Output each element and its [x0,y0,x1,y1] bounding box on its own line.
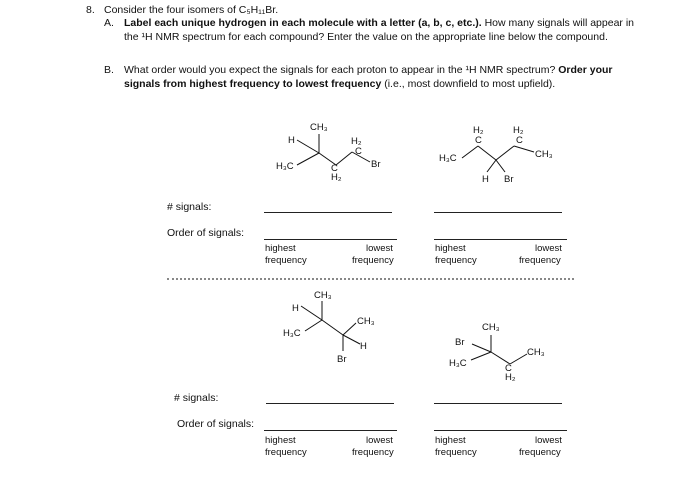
m3-bond [305,320,322,331]
m4-h3c: H₃C [449,358,467,369]
row1-right-frequency-hi: frequency [435,255,477,266]
part-a-line2: the ¹H NMR spectrum for each compound? Enter the value on the appropriate line below the compound. [124,31,608,43]
part-b-bold2: signals from highest frequency to lowest frequency [124,78,382,90]
m1-ca: C [355,146,362,157]
m1-bond [297,140,319,153]
part-b-bold1: Order your [558,64,613,76]
part-b-plain: What order would you expect the signals for each proton to appear in the ¹H NMR spectrum? [124,64,559,76]
m2-bond [462,146,478,158]
question-number: 8. [86,4,95,16]
m4-c: C [505,363,512,374]
m2-h: H [482,174,489,185]
row2-left-frequency-lo: frequency [352,447,394,458]
part-a-letter: A. [104,17,114,29]
question-prompt: Consider the four isomers of C₅H₁₁Br. [104,4,279,16]
m2-h2a: H₂ [473,125,484,136]
row2-order-label: Order of signals: [177,418,255,430]
row2-left-frequency-hi: frequency [265,447,307,458]
row2-right-highest: highest [435,435,466,446]
row1-order-line-right[interactable] [434,239,567,240]
m2-cb: C [516,135,523,146]
m1-bond [336,152,352,165]
row1-left-lowest: lowest [366,243,393,254]
m4-ch3: CH₃ [527,347,545,358]
row1-right-highest: highest [435,243,466,254]
row1-order-line-left[interactable] [264,239,397,240]
part-b-plain2: (i.e., most downfield to most upfield). [381,78,556,90]
m2-bond [487,160,496,172]
row2-right-frequency-hi: frequency [435,447,477,458]
row2-order-line-left[interactable] [264,430,397,431]
row2-left-lowest: lowest [366,435,393,446]
m1-bond [297,153,319,165]
m4-bond [471,352,491,360]
m4-ch3top: CH₃ [482,322,500,333]
m2-bond [496,146,514,160]
m4-br: Br [455,337,465,348]
m3-hr: H [360,341,367,352]
row1-left-frequency-lo: frequency [352,255,394,266]
row2-right-frequency-lo: frequency [519,447,561,458]
m4-bond [510,354,527,364]
row1-order-label: Order of signals: [167,227,245,239]
section-divider [167,278,574,280]
m3-h: H [292,303,299,314]
m2-h3c: H₃C [439,153,457,164]
row2-signals-label: # signals: [174,392,219,404]
m2-ca: C [475,135,482,146]
row1-left-highest: highest [265,243,296,254]
m4-bond [472,344,491,352]
m3-bond [322,320,343,335]
row2-order-line-right[interactable] [434,430,567,431]
m3-ch3: CH₃ [357,316,375,327]
m2-bond [478,146,496,160]
row2-signals-line-left[interactable] [266,403,394,404]
row1-right-frequency-lo: frequency [519,255,561,266]
m4-h2: H₂ [505,372,516,383]
row2-left-highest: highest [265,435,296,446]
m2-h2b: H₂ [513,125,524,136]
part-b-letter: B. [104,64,114,76]
part-a-bold: Label each unique hydrogen in each molecule with a letter (a, b, c, etc.). [124,17,482,29]
m1-h3c: H₃C [276,161,294,172]
row1-left-frequency-hi: frequency [265,255,307,266]
m1-h: H [288,135,295,146]
row1-right-lowest: lowest [535,243,562,254]
m1-ch3: CH₃ [310,122,328,133]
m3-bond [301,306,322,320]
m1-h2b: H₂ [331,172,342,183]
m3-br: Br [337,354,347,365]
row2-right-lowest: lowest [535,435,562,446]
m2-bond [496,160,505,172]
m2-ch3: CH₃ [535,149,553,160]
row2-signals-line-right[interactable] [434,403,562,404]
m3-ch3top: CH₃ [314,290,332,301]
row1-signals-line-right[interactable] [434,212,562,213]
row1-signals-line-left[interactable] [264,212,392,213]
part-a-rest: How many signals will appear in [481,17,634,29]
m2-br: Br [504,174,514,185]
m3-bond [343,323,356,335]
m1-cb: C [331,163,338,174]
m2-bond [514,146,534,152]
row1-signals-label: # signals: [167,201,212,213]
m3-bond [343,335,360,344]
m1-h2a: H₂ [351,136,362,147]
m3-h3c: H₃C [283,328,301,339]
m1-br: Br [371,159,381,170]
